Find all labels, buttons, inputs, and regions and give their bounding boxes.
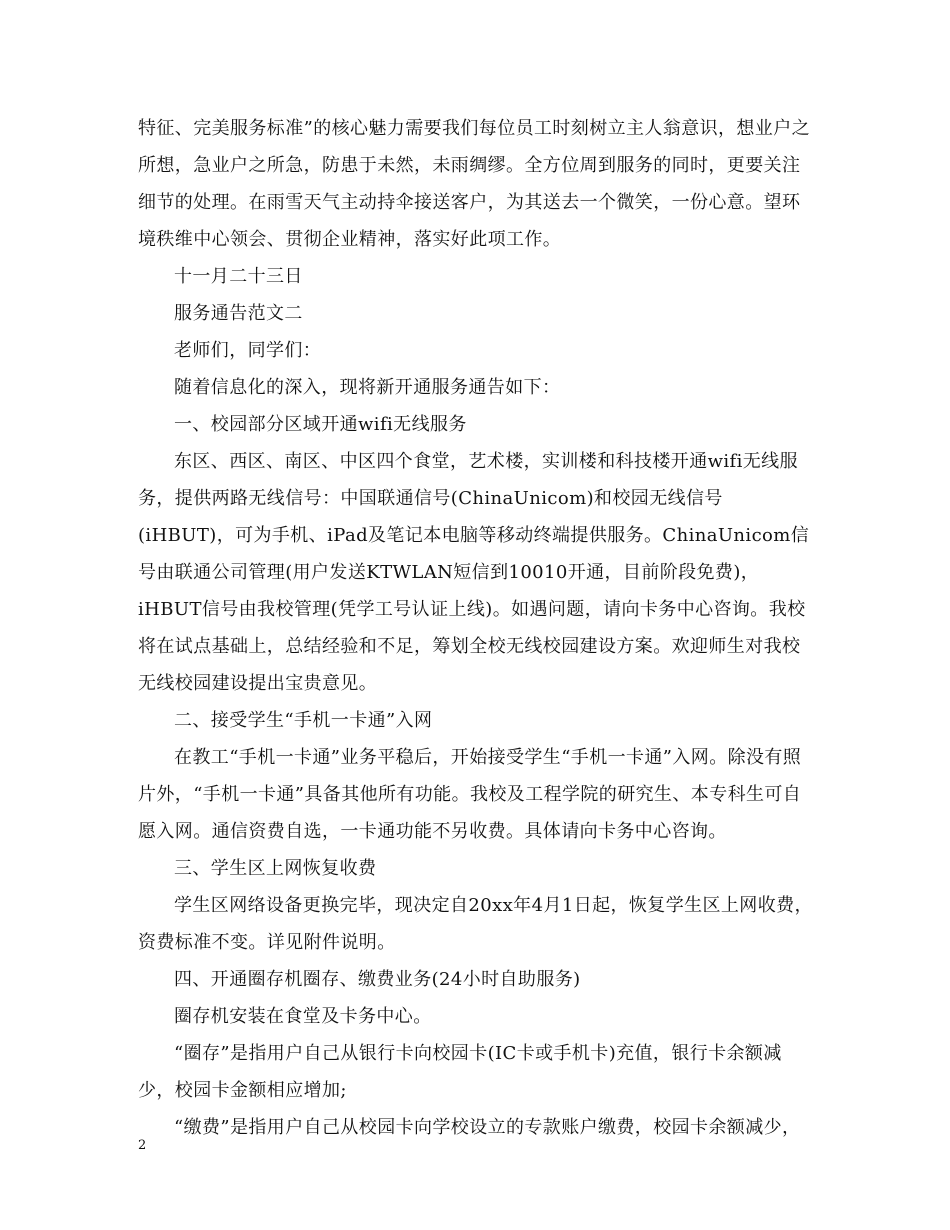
paragraph: “圈存”是指用户自己从银行卡向校园卡(IC卡或手机卡)充值，银行卡余额减少，校园卡金额相应增加; [138, 1043, 782, 1101]
paragraph: 特征、完美服务标准”的核心魅力需要我们每位员工时刻树立主人翁意识，想业户之所想，急业户之所急，防患于未然，未雨绸缪。全方位周到服务的同时，更要关注细节的处理。在雨雪天气主动持伞接送客户，为其送去一个微笑，一份心意。望环境秩维中心领会、贯彻企业精神，落实好此项工作。 [138, 118, 810, 250]
paragraph: 在教工“手机一卡通”业务平稳后，开始接受学生“手机一卡通”入网。除没有照片外，“手机一卡通”具备其他所有功能。我校及工程学院的研究生、本专科生可自愿入网。通信资费自选，一卡通功能不另收费。具体请向卡务中心咨询。 [138, 747, 802, 842]
paragraph: 学生区网络设备更换完毕，现决定自20xx年4月1日起，恢复学生区上网收费，资费标准不变。详见附件说明。 [138, 895, 813, 953]
paragraph: 随着信息化的深入，现将新开通服务通告如下： [174, 377, 561, 398]
paragraph: 四、开通圈存机圈存、缴费业务(24小时自助服务) [174, 969, 581, 990]
paragraph: 一、校园部分区域开通wifi无线服务 [174, 414, 467, 435]
paragraph: 三、学生区上网恢复收费 [174, 858, 377, 879]
paragraph: 东区、西区、南区、中区四个食堂，艺术楼，实训楼和科技楼开通wifi无线服务，提供两路无线信号：中国联通信号(ChinaUnicom)和校园无线信号(iHBUT)，可为手机、iPad及笔记本电脑等移动终端提供服务。ChinaUnicom信号由联通公司管理(用户发送KTWLAN短信到10010开通，目前阶段免费)，iHBUT信号由我校管理(凭学工号认证上线)。如遇问题，请向卡务中心咨询。我校将在试点基础上，总结经验和不足，筹划全校无线校园建设方案。欢迎师生对我校无线校园建设提出宝贵意见。 [138, 451, 810, 694]
paragraph: 服务通告范文二 [174, 303, 303, 324]
document-body [138, 110, 818, 1146]
paragraph: 圈存机安装在食堂及卡务中心。 [174, 1006, 432, 1027]
paragraph: 老师们，同学们： [174, 340, 322, 361]
paragraph: “缴费”是指用户自己从校园卡向学校设立的专款账户缴费，校园卡余额减少， [174, 1117, 801, 1138]
paragraph: 十一月二十三日 [174, 266, 303, 287]
paragraph: 二、接受学生“手机一卡通”入网 [174, 710, 433, 731]
page-number: 2 [138, 1138, 147, 1153]
